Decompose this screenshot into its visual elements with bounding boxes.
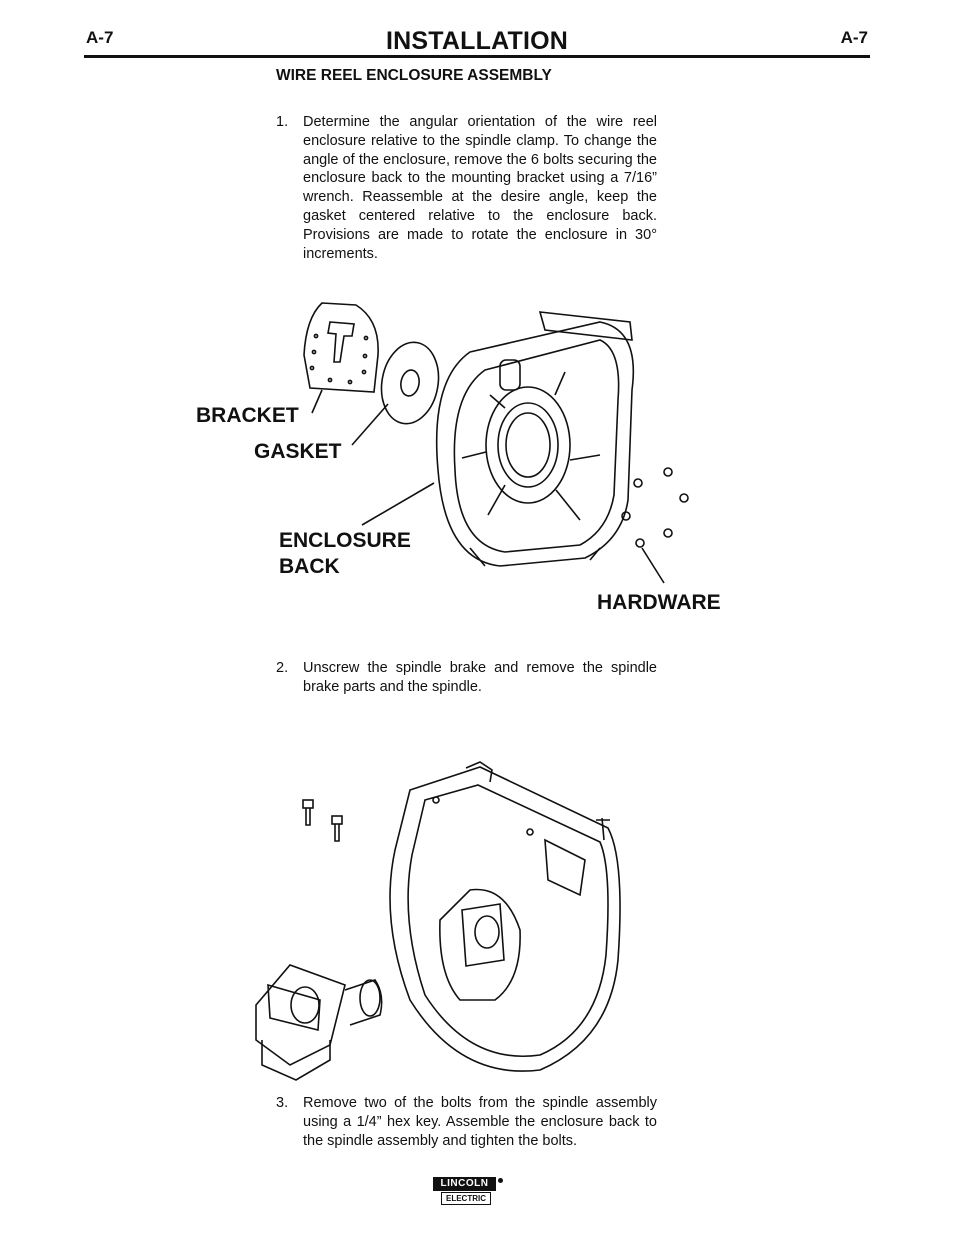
logo-line1: LINCOLN — [433, 1177, 496, 1191]
label-hardware: HARDWARE — [597, 591, 721, 614]
label-gasket: GASKET — [254, 440, 342, 463]
page-title: INSTALLATION — [385, 27, 568, 55]
step-number: 3. — [276, 1095, 289, 1111]
enclosure-drawing — [390, 762, 620, 1071]
section-title: WIRE REEL ENCLOSURE ASSEMBLY — [276, 67, 552, 84]
logo-line2: ELECTRIC — [441, 1192, 491, 1205]
step-number: 1. — [276, 114, 289, 130]
step-text: Remove two of the bolts from the spindle assembly using a 1/4” hex key. Assemble the enclosure back to the spindle assembly and tighten the bolts. — [303, 1095, 657, 1149]
page-code-right: A-7 — [840, 28, 868, 47]
page-code-left: A-7 — [86, 28, 114, 47]
step-3 — [276, 1094, 657, 1150]
step-text: Determine the angular orientation of the wire reel enclosure relative to the spindle clamp. To change the angle of the enclosure, remove the 6 bolts securing the enclosure back to the mounting bracket using a 7/16” wrench. Reassemble at the desire angle, keep the gasket centered relative to the enclosure back. Provisions are made to rotate the enclosure in 30° increments. — [303, 114, 657, 262]
label-bracket: BRACKET — [196, 404, 299, 427]
label-enclosure-line2: BACK — [279, 555, 340, 578]
step-number: 2. — [276, 660, 289, 676]
step-text: Unscrew the spindle brake and remove the spindle brake parts and the spindle. — [303, 660, 657, 695]
registered-mark-icon — [498, 1178, 503, 1183]
label-enclosure-line1: ENCLOSURE — [279, 529, 411, 552]
bolts-drawing — [303, 800, 342, 841]
spindle-assembly-drawing — [256, 965, 382, 1080]
lincoln-electric-logo — [433, 1177, 502, 1207]
